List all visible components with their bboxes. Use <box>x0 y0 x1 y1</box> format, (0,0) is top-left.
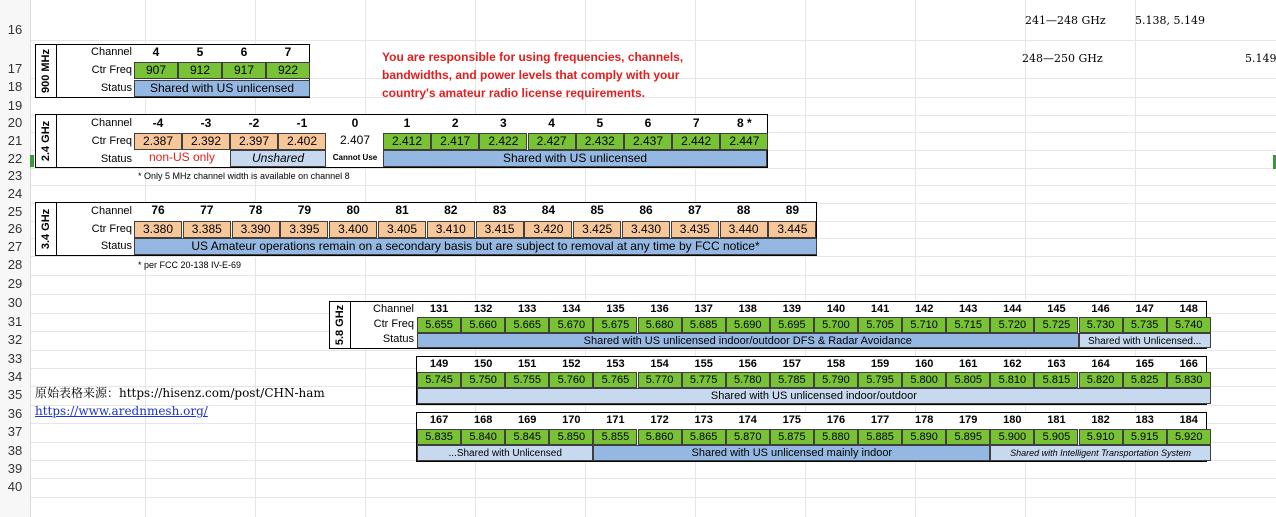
status-cell[interactable]: Shared with US unlicensed <box>134 80 310 97</box>
row-label-ctr-freq: Ctr Freq <box>91 135 132 147</box>
channel-number: 1 <box>403 116 411 130</box>
channel-number: 178 <box>914 414 934 426</box>
channel-number: 166 <box>1179 358 1198 370</box>
ctr-freq-cell[interactable]: 5.850 <box>549 429 593 445</box>
ctr-freq-cell[interactable]: 2.427 <box>528 133 576 150</box>
channel-number: 182 <box>1091 414 1110 426</box>
row-gridline <box>31 405 1276 406</box>
ctr-freq-cell[interactable]: 3.415 <box>476 221 524 238</box>
channel-number: 6 <box>240 45 248 59</box>
band-label-3-4: 3.4 GHz <box>36 203 57 255</box>
channel-number: 3 <box>500 116 507 130</box>
ctr-freq-cell[interactable]: 5.685 <box>682 317 726 333</box>
row-number[interactable]: 35 <box>7 387 23 403</box>
ctr-freq-cell[interactable]: 5.920 <box>1167 429 1211 445</box>
ctr-freq-cell[interactable]: 5.880 <box>814 429 858 445</box>
ctr-freq-cell[interactable]: 5.800 <box>902 372 946 388</box>
channel-number: 85 <box>590 203 604 217</box>
row-number[interactable]: 24 <box>7 185 23 201</box>
channel-number: -4 <box>152 116 164 130</box>
band-label-2-4: 2.4 GHz <box>36 115 57 167</box>
channel-number: 134 <box>562 303 581 315</box>
ctr-freq-cell[interactable]: 5.830 <box>1167 372 1211 388</box>
channel-number: 86 <box>639 203 653 217</box>
ctr-freq-cell[interactable]: 5.805 <box>946 372 990 388</box>
ctr-freq-cell[interactable]: 5.735 <box>1123 317 1167 333</box>
row-gridline <box>31 40 1276 41</box>
ctr-freq-cell[interactable]: 3.410 <box>427 221 475 238</box>
ctr-freq-cell[interactable]: 5.765 <box>593 372 637 388</box>
channel-number: 84 <box>541 203 556 217</box>
channel-number: 132 <box>473 303 493 315</box>
channel-number: 80 <box>346 203 360 217</box>
ctr-freq-cell[interactable]: 2.412 <box>383 133 431 150</box>
ctr-freq-cell[interactable]: 3.445 <box>768 221 816 238</box>
ctr-freq-cell[interactable]: 5.695 <box>770 317 814 333</box>
band-label-5-8: 5.8 GHz <box>330 302 351 348</box>
row-number[interactable]: 17 <box>7 60 23 76</box>
ctr-freq-cell[interactable]: 5.665 <box>505 317 549 333</box>
channel-number: 162 <box>1003 358 1022 370</box>
active-cell-marker <box>30 155 34 167</box>
ctr-freq-cell[interactable]: 5.680 <box>638 317 682 333</box>
row-number[interactable]: 26 <box>7 221 23 237</box>
license-notice: You are responsible for using frequencies, channels, bandwidths, and power levels that comply with your country's amateur radio license requirements. <box>382 50 684 100</box>
row-number[interactable]: 32 <box>7 332 23 348</box>
row-label-channel: Channel <box>91 117 132 129</box>
ctr-freq-cell[interactable]: 5.760 <box>549 372 593 388</box>
row-gridline <box>31 350 1276 351</box>
channel-number: 133 <box>518 303 537 315</box>
ctr-freq-cell[interactable]: 5.900 <box>990 429 1034 445</box>
cell-band-range-1[interactable]: 241—248 GHz <box>1025 14 1106 27</box>
channel-number: 79 <box>297 203 312 217</box>
channel-number: 87 <box>688 203 702 217</box>
note-2-4: * Only 5 MHz channel width is available on channel 8 <box>138 171 350 181</box>
row-number[interactable]: 31 <box>7 313 23 329</box>
source-text[interactable]: 原始表格来源：https://hisenz.com/post/CHN-ham <box>35 386 325 400</box>
channel-number: -1 <box>296 116 308 130</box>
channel-number: 149 <box>429 358 449 370</box>
channel-number: 136 <box>650 303 669 315</box>
channel-number: 183 <box>1135 414 1154 426</box>
ctr-freq-cell[interactable]: 5.820 <box>1079 372 1123 388</box>
column-gridline <box>365 0 366 517</box>
ctr-freq-cell[interactable]: 3.400 <box>329 221 377 238</box>
channel-number: 171 <box>606 414 625 426</box>
ctr-freq-cell[interactable]: 5.875 <box>770 429 814 445</box>
channel-number: 169 <box>518 414 537 426</box>
row-number[interactable]: 19 <box>7 97 23 113</box>
row-number[interactable]: 39 <box>7 460 23 476</box>
ctr-freq-cell[interactable]: 5.720 <box>990 317 1034 333</box>
status-cell[interactable]: non-US only <box>148 150 216 164</box>
row-gridline <box>31 185 1276 186</box>
band-label-900: 900 MHz <box>36 45 57 97</box>
ctr-freq-cell[interactable]: 5.905 <box>1034 429 1078 445</box>
row-number[interactable]: 27 <box>7 238 23 254</box>
row-label-status: Status <box>100 153 132 165</box>
channel-number: 76 <box>151 203 165 217</box>
ctr-freq-cell[interactable]: 5.780 <box>726 372 770 388</box>
ctr-freq-cell[interactable]: 5.890 <box>902 429 946 445</box>
row-number[interactable]: 22 <box>7 150 23 166</box>
ctr-freq-cell[interactable]: 5.655 <box>417 317 461 333</box>
row-number[interactable]: 38 <box>7 442 23 458</box>
row-number[interactable]: 40 <box>7 479 23 495</box>
channel-number: 152 <box>562 358 581 370</box>
ctr-freq-cell[interactable]: 5.715 <box>946 317 990 333</box>
ctr-freq-cell[interactable]: 3.425 <box>573 221 621 238</box>
channel-number: 137 <box>694 303 713 315</box>
row-number[interactable]: 16 <box>7 21 23 37</box>
ctr-freq-cell[interactable]: 2.432 <box>576 133 624 150</box>
ctr-freq-cell[interactable]: 5.740 <box>1167 317 1211 333</box>
channel-number: -3 <box>200 116 212 130</box>
channel-number: 161 <box>959 358 978 370</box>
channel-number: 154 <box>650 358 669 370</box>
ctr-freq-cell[interactable]: 2.447 <box>720 133 768 150</box>
channel-number: 176 <box>826 414 846 426</box>
channel-number: 181 <box>1047 414 1066 426</box>
ctr-freq-cell[interactable]: 5.825 <box>1123 372 1167 388</box>
channel-number: 82 <box>444 203 458 217</box>
channel-number: 135 <box>606 303 625 315</box>
ctr-freq-cell[interactable]: 5.840 <box>461 429 505 445</box>
status-cell[interactable]: Cannot Use <box>332 153 378 162</box>
ctr-freq-cell[interactable]: 5.885 <box>858 429 902 445</box>
channel-number: 158 <box>826 358 846 370</box>
ctr-freq-cell[interactable]: 2.417 <box>431 133 479 150</box>
channel-number: 138 <box>738 303 757 315</box>
status-cell[interactable]: Shared with US unlicensed mainly indoor <box>593 445 990 461</box>
row-number[interactable]: 34 <box>7 368 23 384</box>
ctr-freq-cell[interactable]: 5.675 <box>593 317 637 333</box>
ctr-freq-cell[interactable]: 5.790 <box>814 372 858 388</box>
channel-number: 159 <box>870 358 890 370</box>
channel-number: 160 <box>914 358 934 370</box>
channel-number: 170 <box>562 414 581 426</box>
ctr-freq-cell[interactable]: 5.710 <box>902 317 946 333</box>
channel-number: 148 <box>1179 303 1198 315</box>
ctr-freq-cell[interactable]: 5.690 <box>726 317 770 333</box>
ctr-freq-cell[interactable]: 5.775 <box>682 372 726 388</box>
channel-number: 144 <box>1003 303 1022 315</box>
channel-number: 89 <box>785 203 800 217</box>
channel-number: 131 <box>429 303 449 315</box>
ctr-freq-cell[interactable]: 3.405 <box>378 221 426 238</box>
status-cell[interactable]: US Amateur operations remain on a secondary basis but are subject to removal at any time by FCC notice* <box>134 238 817 255</box>
channel-number: 163 <box>1047 358 1066 370</box>
channel-number: 8 * <box>737 116 752 130</box>
status-cell[interactable]: Shared with Unlicensed... <box>1079 333 1211 348</box>
ctr-freq-cell[interactable]: 3.380 <box>134 221 182 238</box>
ctr-freq-cell[interactable]: 5.785 <box>770 372 814 388</box>
channel-number: 179 <box>959 414 978 426</box>
row-label-channel: Channel <box>91 46 132 58</box>
row-number[interactable]: 23 <box>7 168 23 184</box>
channel-number: 6 <box>644 116 652 130</box>
source-link[interactable]: https://www.arednmesh.org/ <box>35 404 208 418</box>
note-3-4: * per FCC 20-138 IV-E-69 <box>138 260 242 270</box>
row-number[interactable]: 18 <box>7 79 23 95</box>
row-label-ctr-freq: Ctr Freq <box>91 223 132 235</box>
ctr-freq-cell[interactable]: 5.860 <box>638 429 682 445</box>
cell-band-range-2[interactable]: 248—250 GHz <box>1022 52 1103 65</box>
ctr-freq-cell[interactable]: 3.440 <box>720 221 768 238</box>
channel-number: 173 <box>694 414 713 426</box>
channel-number: 150 <box>473 358 493 370</box>
ctr-freq-cell[interactable]: 912 <box>178 62 222 79</box>
channel-number: 164 <box>1091 358 1110 370</box>
ctr-freq-cell[interactable]: 5.755 <box>505 372 549 388</box>
ctr-freq-cell[interactable]: 5.795 <box>858 372 902 388</box>
channel-number: 156 <box>738 358 757 370</box>
ctr-freq-cell[interactable]: 5.730 <box>1079 317 1123 333</box>
channel-number: 2 <box>451 116 459 130</box>
channel-number: 7 <box>284 45 292 59</box>
row-number[interactable]: 25 <box>7 203 23 219</box>
row-gridline <box>31 275 1276 276</box>
row-label-status: Status <box>100 82 132 94</box>
channel-number: 77 <box>200 203 214 217</box>
row-number[interactable]: 20 <box>7 115 23 131</box>
status-cell[interactable]: ...Shared with Unlicensed <box>417 445 593 461</box>
channel-number: 157 <box>782 358 802 370</box>
channel-number: 7 <box>692 116 700 130</box>
ctr-freq-cell[interactable]: 5.845 <box>505 429 549 445</box>
channel-number: 175 <box>782 414 802 426</box>
ctr-freq-cell[interactable]: 5.865 <box>682 429 726 445</box>
row-number[interactable]: 28 <box>7 257 23 273</box>
row-number[interactable]: 33 <box>7 350 23 366</box>
channel-number: 140 <box>826 303 846 315</box>
ctr-freq-cell[interactable]: 922 <box>266 62 310 79</box>
ctr-freq-cell[interactable]: 2.387 <box>134 133 182 150</box>
status-cell[interactable]: Shared with US unlicensed indoor/outdoor <box>417 388 1211 404</box>
ctr-freq-cell[interactable]: 5.700 <box>814 317 858 333</box>
row-label-status: Status <box>100 240 132 252</box>
cell-freq-1[interactable]: 5.138, 5.149 <box>1135 14 1205 27</box>
row-gridline <box>31 497 1276 498</box>
ctr-freq-cell[interactable]: 2.437 <box>624 133 672 150</box>
ctr-freq-cell[interactable]: 5.915 <box>1123 429 1167 445</box>
ctr-freq-cell[interactable]: 2.392 <box>182 133 230 150</box>
ctr-freq-cell[interactable]: 2.402 <box>278 133 326 150</box>
row-label-channel: Channel <box>91 205 132 217</box>
channel-number: 0 <box>351 116 359 130</box>
row-label-status: Status <box>382 333 414 345</box>
channel-number: 165 <box>1135 358 1154 370</box>
row-header <box>0 0 31 517</box>
channel-number: 81 <box>395 203 409 217</box>
channel-number: 88 <box>736 203 751 217</box>
ctr-freq-cell[interactable]: 3.395 <box>280 221 328 238</box>
ctr-freq-cell[interactable]: 2.422 <box>479 133 527 150</box>
ctr-freq-cell[interactable]: 5.855 <box>593 429 637 445</box>
row-number[interactable]: 36 <box>7 405 23 421</box>
ctr-freq-cell[interactable]: 2.397 <box>230 133 278 150</box>
ctr-freq-cell[interactable]: 5.745 <box>417 372 461 388</box>
status-cell[interactable]: Shared with US unlicensed indoor/outdoor DFS & Radar Avoidance <box>417 333 1079 348</box>
channel-number: 177 <box>870 414 890 426</box>
channel-number: 155 <box>694 358 713 370</box>
channel-number: 174 <box>738 414 757 426</box>
channel-number: 167 <box>429 414 449 426</box>
row-label-channel: Channel <box>373 303 414 315</box>
status-cell[interactable]: Shared with Intelligent Transportation System <box>990 445 1211 461</box>
row-label-ctr-freq: Ctr Freq <box>373 318 414 330</box>
channel-number: 153 <box>606 358 625 370</box>
row-gridline <box>31 256 1276 257</box>
channel-number: 4 <box>548 116 555 130</box>
ctr-freq-cell[interactable]: 5.705 <box>858 317 902 333</box>
channel-number: 5 <box>596 116 604 130</box>
channel-number: -2 <box>248 116 260 130</box>
channel-number: 139 <box>782 303 802 315</box>
ctr-freq-cell[interactable]: 917 <box>222 62 266 79</box>
channel-number: 4 <box>152 45 160 59</box>
channel-number: 78 <box>248 203 263 217</box>
ctr-freq-cell[interactable]: 907 <box>134 62 178 79</box>
ctr-freq-cell[interactable]: 3.385 <box>183 221 231 238</box>
row-number[interactable]: 30 <box>7 295 23 311</box>
ctr-freq-cell[interactable]: 5.910 <box>1079 429 1123 445</box>
ctr-freq-cell[interactable]: 2.407 <box>339 133 371 147</box>
channel-number: 142 <box>914 303 934 315</box>
channel-number: 5 <box>196 45 204 59</box>
status-cell[interactable]: Unshared <box>230 150 326 167</box>
row-gridline <box>31 168 1276 169</box>
ctr-freq-cell[interactable]: 3.420 <box>524 221 572 238</box>
row-label-ctr-freq: Ctr Freq <box>91 64 132 76</box>
channel-number: 147 <box>1135 303 1154 315</box>
channel-number: 146 <box>1091 303 1110 315</box>
ctr-freq-cell[interactable]: 5.725 <box>1034 317 1078 333</box>
channel-number: 184 <box>1179 414 1198 426</box>
cell-freq-2[interactable]: 5.149 <box>1245 52 1276 65</box>
channel-number: 168 <box>473 414 493 426</box>
ctr-freq-cell[interactable]: 2.442 <box>672 133 720 150</box>
channel-number: 180 <box>1003 414 1022 426</box>
ctr-freq-cell[interactable]: 5.895 <box>946 429 990 445</box>
ctr-freq-cell[interactable]: 5.810 <box>990 372 1034 388</box>
channel-number: 151 <box>518 358 537 370</box>
row-gridline <box>31 478 1276 479</box>
channel-number: 141 <box>870 303 890 315</box>
row-number[interactable]: 37 <box>7 424 23 440</box>
ctr-freq-cell[interactable]: 5.660 <box>461 317 505 333</box>
channel-number: 83 <box>492 203 507 217</box>
ctr-freq-cell[interactable]: 3.390 <box>232 221 280 238</box>
ctr-freq-cell[interactable]: 5.870 <box>726 429 770 445</box>
channel-number: 143 <box>959 303 978 315</box>
status-cell[interactable]: Shared with US unlicensed <box>383 150 767 167</box>
row-gridline <box>31 294 1276 295</box>
ctr-freq-cell[interactable]: 5.770 <box>638 372 682 388</box>
ctr-freq-cell[interactable]: 5.835 <box>417 429 461 445</box>
ctr-freq-cell[interactable]: 3.430 <box>622 221 670 238</box>
row-number[interactable]: 21 <box>7 132 23 148</box>
row-number[interactable]: 29 <box>7 276 23 292</box>
ctr-freq-cell[interactable]: 5.670 <box>549 317 593 333</box>
channel-number: 145 <box>1047 303 1066 315</box>
channel-number: 172 <box>650 414 669 426</box>
ctr-freq-cell[interactable]: 5.815 <box>1034 372 1078 388</box>
ctr-freq-cell[interactable]: 3.435 <box>671 221 719 238</box>
ctr-freq-cell[interactable]: 5.750 <box>461 372 505 388</box>
